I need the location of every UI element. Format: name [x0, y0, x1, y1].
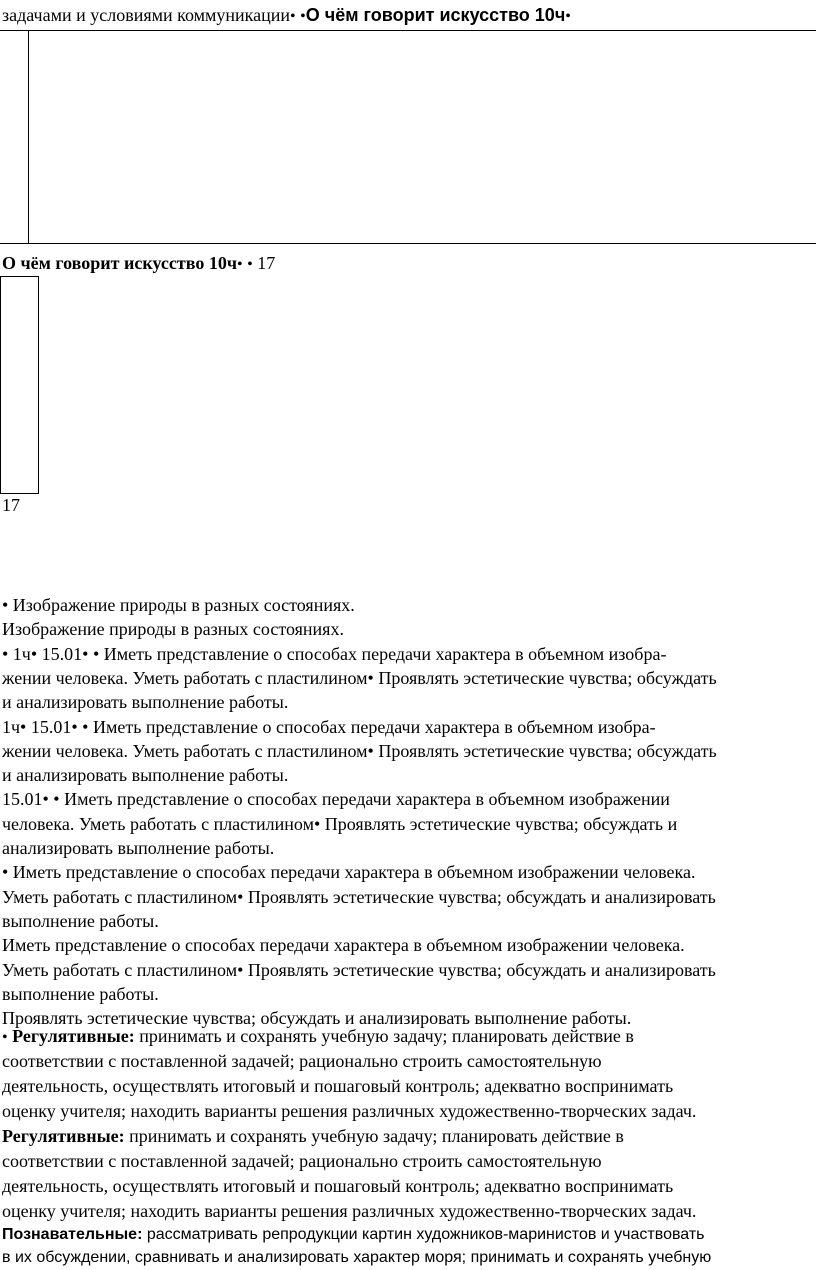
text-line: Уметь работать с пластилином• Проявлять эстетические чувства; обсуждать и анализировать — [2, 887, 716, 907]
reg1-line: деятельность, осуществлять итоговый и пошаговый контроль; адекватно воспринимать — [2, 1076, 674, 1096]
bullet: • — [300, 8, 306, 25]
top-heading: О чём говорит искусство 10ч — [305, 5, 566, 25]
reg1-line: оценку учителя; находить варианты решения различных художественно-творческих задач. — [2, 1101, 697, 1121]
text-line: • 1ч• 15.01• • Иметь представление о способах передачи характера в объемном изобра- — [2, 644, 667, 664]
cog-text: рассматривать репродукции картин художников-маринистов и участвовать — [142, 1226, 705, 1243]
cog-label: Познавательные: — [2, 1226, 143, 1243]
reg1-first-line — [2, 1025, 634, 1049]
bullet: • — [565, 8, 571, 25]
text-line: Иметь представление о способах передачи характера в объемном изображении человека. — [2, 935, 685, 955]
heading-title: О чём говорит искусство 10ч — [2, 253, 237, 273]
page-number: 17 — [257, 253, 276, 273]
divider — [0, 30, 816, 31]
reg2-first-line — [2, 1125, 624, 1147]
text-line: Изображение природы в разных состояниях. — [2, 619, 344, 639]
text-line: 1ч• 15.01• • Иметь представление о способах передачи характера в объемном изобра- — [2, 717, 656, 737]
text-line: • Иметь представление о способах передачи характера в объемном изображении человека. — [2, 862, 696, 882]
divider — [0, 243, 816, 244]
bullet: • — [2, 1029, 8, 1046]
cog-first-line — [2, 1224, 705, 1246]
text-line: • Изображение природы в разных состояниях. — [2, 595, 355, 615]
table-cell — [0, 276, 39, 494]
section-heading — [2, 252, 275, 276]
reg2-line: оценку учителя; находить варианты решения различных художественно-творческих задач. — [2, 1201, 697, 1221]
reg1-label: Регулятивные: — [12, 1026, 135, 1046]
text-line: выполнение работы. — [2, 911, 159, 931]
table-border — [28, 30, 29, 243]
text-line: Проявлять эстетические чувства; обсуждать и анализировать выполнение работы. — [2, 1008, 632, 1028]
text-line: и анализировать выполнение работы. — [2, 692, 289, 712]
cog-line: в их обсуждении, сравнивать и анализировать характер моря; принимать и сохранять учебную — [2, 1249, 712, 1266]
text-line: человека. Уметь работать с пластилином• Проявлять эстетические чувства; обсуждать и — [2, 814, 678, 834]
cell-number: 17 — [2, 495, 20, 515]
bullet: • — [247, 256, 253, 273]
reg1-line: соответствии с поставленной задачей; рационально строить самостоятельную — [2, 1051, 602, 1071]
top-line — [2, 4, 571, 28]
text-line: анализировать выполнение работы. — [2, 838, 275, 858]
bullet: • — [290, 8, 296, 25]
text-line: и анализировать выполнение работы. — [2, 765, 289, 785]
reg2-label: Регулятивные: — [2, 1126, 125, 1146]
reg2-line: соответствии с поставленной задачей; рационально строить самостоятельную — [2, 1151, 602, 1171]
bullet: • — [237, 256, 243, 273]
text-line: 15.01• • Иметь представление о способах передачи характера в объемном изображении — [2, 789, 670, 809]
text-line: жении человека. Уметь работать с пластилином• Проявлять эстетические чувства; обсуждать — [2, 668, 717, 688]
reg2-line: деятельность, осуществлять итоговый и пошаговый контроль; адекватно воспринимать — [2, 1176, 674, 1196]
text-line: выполнение работы. — [2, 984, 159, 1004]
reg2-text: принимать и сохранять учебную задачу; планировать действие в — [124, 1126, 624, 1146]
text-line: жении человека. Уметь работать с пластилином• Проявлять эстетические чувства; обсуждать — [2, 741, 717, 761]
text-line: Уметь работать с пластилином• Проявлять эстетические чувства; обсуждать и анализировать — [2, 960, 716, 980]
top-text: задачами и условиями коммуникации — [2, 5, 291, 25]
reg1-text: принимать и сохранять учебную задачу; планировать действие в — [134, 1026, 634, 1046]
